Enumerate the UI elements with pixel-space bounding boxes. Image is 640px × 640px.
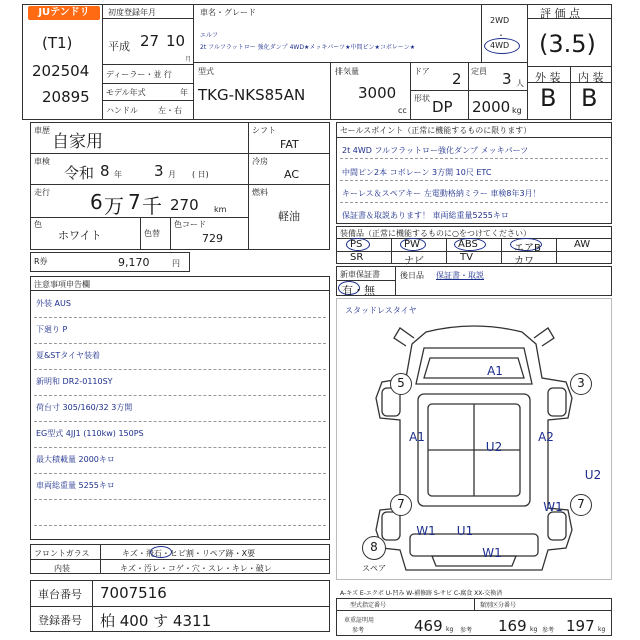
note-item: 荷台寸 305/160/32 3方開 bbox=[36, 403, 133, 412]
auction-logo: JUテンドリ bbox=[28, 6, 100, 20]
note-item: 外装 AUS bbox=[36, 299, 71, 308]
note-item: 下廻り P bbox=[36, 325, 68, 334]
chassis-label: 車台番号 bbox=[38, 588, 82, 601]
weight-total: 197 bbox=[566, 617, 595, 635]
damage-w1-bottom: W1 bbox=[482, 546, 502, 560]
first-reg-label: 初度登録年月 bbox=[108, 8, 156, 17]
selling-line: 保証書＆取説あります！ 車両総重量5255キロ bbox=[342, 211, 509, 220]
interior-cond-value: キズ・汚レ・コゲ・穴・スレ・キレ・破レ bbox=[120, 564, 272, 573]
drive-dot: ・ bbox=[497, 31, 505, 40]
damage-a1-left: A1 bbox=[409, 430, 425, 444]
damage-legend: A-キズ E-エクボ U-凹み W-補修跡 S-サビ C-腐食 XX-交換済 bbox=[340, 590, 503, 597]
mileage-label: 走行 bbox=[34, 188, 50, 197]
rating-label: 評 価 点 bbox=[540, 7, 580, 20]
mileage-man: 6 bbox=[90, 190, 103, 214]
weight-rear: 169 bbox=[498, 617, 527, 635]
load-unit: kg bbox=[512, 106, 522, 115]
t-mark: (T1) bbox=[42, 34, 73, 52]
weights-ref2: 参考 bbox=[460, 627, 473, 634]
weight-front: 469 bbox=[414, 617, 443, 635]
lot-sub-number: 20895 bbox=[42, 88, 90, 106]
displacement-label: 排気量 bbox=[335, 67, 359, 76]
note-item: 新明和 DR2-0110SY bbox=[36, 377, 113, 386]
capacity-unit: 人 bbox=[516, 79, 524, 88]
category-value: 自家用 bbox=[52, 132, 103, 152]
equip-tv: TV bbox=[460, 252, 473, 263]
capacity-label: 定員 bbox=[471, 67, 487, 76]
spare-label: スペア bbox=[362, 564, 386, 573]
color-code: 729 bbox=[202, 232, 223, 245]
inspection-year: 8 bbox=[100, 162, 110, 180]
model-label: 型式 bbox=[198, 67, 214, 76]
ac-label: 冷房 bbox=[252, 157, 268, 166]
recycle-label: R券 bbox=[34, 257, 48, 266]
interior-label: 内 装 bbox=[578, 71, 604, 84]
shift-label: シフト bbox=[252, 126, 276, 135]
displacement-unit: cc bbox=[398, 106, 407, 115]
note-item: 夏&STタイヤ装着 bbox=[36, 351, 101, 360]
damage-w1-right: W1 bbox=[543, 500, 563, 514]
handle-value: 左・右 bbox=[158, 106, 182, 115]
inspection-month-unit: 月 bbox=[168, 170, 176, 179]
shift-value: FAT bbox=[280, 138, 299, 151]
color-change-label: 色替 bbox=[144, 229, 160, 238]
equip-navi: ナビ bbox=[404, 256, 424, 267]
interior-cond-label: 内装 bbox=[54, 564, 70, 573]
selling-title: セールスポイント（正常に機能するものに限ります） bbox=[340, 126, 532, 135]
model-year-label: モデル年式 bbox=[106, 88, 146, 97]
door-label: ドア bbox=[414, 67, 430, 76]
color-value: ホワイト bbox=[58, 229, 102, 242]
ac-value: AC bbox=[284, 168, 300, 181]
lot-number: 202504 bbox=[32, 62, 90, 80]
chassis-value: 7007516 bbox=[100, 584, 167, 602]
spare-tire-circle bbox=[362, 536, 386, 560]
mileage-rest: 270 bbox=[170, 196, 199, 214]
capacity-value: 3 bbox=[502, 70, 512, 88]
sen-unit: 千 bbox=[142, 194, 162, 218]
damage-5: 5 bbox=[397, 376, 405, 390]
category-label: 車歴 bbox=[34, 126, 50, 135]
month-unit: 月 bbox=[185, 56, 192, 63]
reg-era: 平成 bbox=[108, 40, 130, 53]
damage-7-right-circle bbox=[570, 494, 592, 516]
fuel-value: 軽油 bbox=[278, 210, 300, 223]
year-unit: 年 bbox=[180, 88, 188, 97]
rating-value: (3.5) bbox=[539, 30, 596, 58]
stone-chip-circle bbox=[150, 546, 172, 558]
studless-label: スタッドレスタイヤ bbox=[345, 306, 417, 315]
note-item: 車両総重量 5255キロ bbox=[36, 481, 115, 490]
equip-abs: ABS bbox=[458, 239, 478, 250]
damage-3-circle bbox=[570, 373, 592, 395]
man-unit: 万 bbox=[104, 194, 124, 218]
carname-line1: エルフ bbox=[200, 32, 219, 39]
damage-7-left-circle bbox=[390, 494, 412, 516]
exterior-label: 外 装 bbox=[535, 71, 561, 84]
damage-a2-right: A2 bbox=[538, 430, 554, 444]
notes-title: 注意事項申告欄 bbox=[34, 280, 90, 289]
shape-value: DP bbox=[432, 98, 453, 116]
weight-unit-3: kg bbox=[598, 626, 606, 633]
equipment-title: 装備品（正常に機能するものに○をつけてください） bbox=[340, 229, 531, 238]
warranty-label: 新車保証書 bbox=[340, 270, 380, 279]
plate-label: 登録番号 bbox=[38, 614, 82, 627]
inspection-day: ( 日) bbox=[192, 170, 209, 179]
fuel-label: 燃料 bbox=[252, 188, 268, 197]
load-value: 2000 bbox=[472, 98, 511, 116]
damage-5-circle bbox=[390, 373, 412, 395]
damage-u2-right: U2 bbox=[584, 468, 602, 482]
front-glass-label: フロントガラス bbox=[34, 549, 90, 558]
equip-leather: カワ bbox=[514, 256, 534, 267]
equip-pw: PW bbox=[404, 239, 420, 250]
equip-ps: PS bbox=[350, 239, 363, 250]
mileage-sen: 7 bbox=[128, 190, 141, 214]
warranty-value: 有・無 bbox=[342, 284, 375, 297]
note-item: EG型式 4JJ1 (110kw) 150PS bbox=[36, 429, 144, 438]
damage-u2-mid: U2 bbox=[485, 440, 503, 454]
weights-label1: 型式指定番号 bbox=[350, 602, 387, 609]
damage-7-left: 7 bbox=[397, 497, 405, 511]
equip-airbag: エアB bbox=[514, 243, 541, 254]
damage-w1-left: W1 bbox=[416, 524, 436, 538]
door-value: 2 bbox=[452, 70, 462, 88]
interior-grade: B bbox=[581, 84, 598, 112]
selling-line: 2t 4WD フルフラットロー強化ダンプ メッキパーツ bbox=[342, 146, 529, 155]
weights-ref3: 参考 bbox=[542, 627, 555, 634]
selling-line: キーレス＆スペアキー 左電動格納ミラー 車検8年3月！ bbox=[342, 189, 541, 198]
drive-4wd: 4WD bbox=[490, 41, 510, 50]
recycle-frame bbox=[30, 252, 190, 272]
color-label: 色 bbox=[34, 220, 42, 229]
carname-label: 車名・グレード bbox=[200, 8, 256, 17]
km-unit: km bbox=[214, 205, 227, 214]
selling-line: 中間ピン2本 コボレーン 3方開 10尺 ETC bbox=[342, 168, 492, 177]
handle-label: ハンドル bbox=[106, 106, 138, 115]
carname-line2: 2t フルフラットロー 強化ダンプ 4WD★メッキパーツ★中間ピン★コボレーン★ bbox=[200, 44, 416, 51]
equip-aw: AW bbox=[574, 239, 591, 250]
displacement-value: 3000 bbox=[358, 84, 397, 102]
drive-2wd: 2WD bbox=[490, 16, 510, 25]
equip-sr: SR bbox=[350, 252, 364, 263]
dealer-label: ディーラー・並 行 bbox=[106, 70, 172, 79]
weights-front-label: 車重証明用 bbox=[344, 617, 375, 624]
recycle-unit: 円 bbox=[172, 259, 180, 268]
weights-label2: 類別区分番号 bbox=[480, 602, 517, 609]
model-value: TKG-NKS85AN bbox=[198, 86, 306, 104]
damage-u1: U1 bbox=[456, 524, 474, 538]
note-item: 最大積載量 2000キロ bbox=[36, 455, 115, 464]
weights-ref1: 参考 bbox=[352, 627, 365, 634]
recycle-value: 9,170 bbox=[118, 256, 150, 269]
plate-value: 柏 400 す 4311 bbox=[100, 612, 212, 630]
manual-label: 後日品 bbox=[400, 271, 424, 280]
inspection-era: 令和 bbox=[64, 164, 95, 182]
damage-3: 3 bbox=[577, 376, 585, 390]
damage-a1-top: A1 bbox=[487, 364, 503, 378]
front-glass-value: キズ・飛石・ヒビ割・リペア跡・X要 bbox=[122, 549, 256, 558]
shape-label: 形状 bbox=[414, 94, 430, 103]
exterior-grade: B bbox=[540, 84, 557, 112]
inspection-year-unit: 年 bbox=[114, 170, 122, 179]
color-code-label: 色コード bbox=[174, 220, 206, 229]
reg-year: 27 bbox=[140, 32, 160, 50]
damage-7-right: 7 bbox=[577, 497, 585, 511]
inspection-month: 3 bbox=[154, 162, 164, 180]
weight-unit-1: kg bbox=[446, 626, 454, 633]
spare-tire-number: 8 bbox=[370, 540, 378, 554]
weight-unit-2: kg bbox=[530, 626, 538, 633]
reg-month: 10 bbox=[166, 32, 186, 50]
inspection-label: 車検 bbox=[34, 157, 50, 166]
manual-value: 保証書・取説 bbox=[436, 271, 484, 280]
